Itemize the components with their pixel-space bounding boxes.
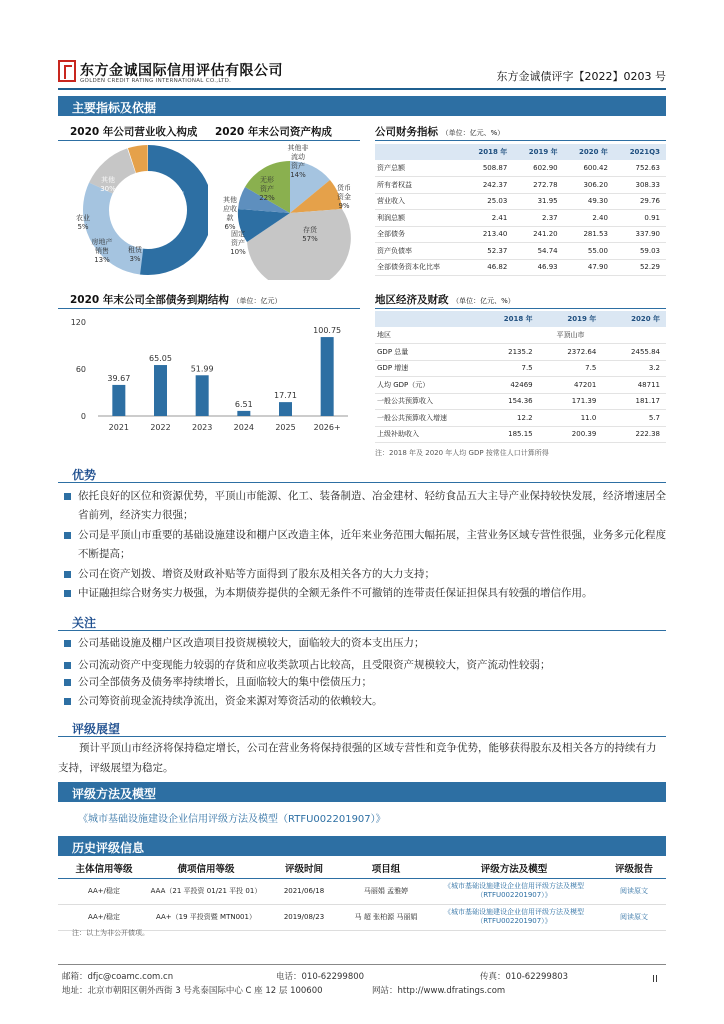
footer-email: 邮箱：dfjc@coamc.com.cn xyxy=(62,972,174,982)
y-tick-label: 60 xyxy=(75,365,86,374)
region-header xyxy=(375,311,475,327)
history-method-link[interactable]: 《城市基础设施建设企业信用评级方法及模型（RTFU002201907）》 xyxy=(426,878,602,904)
table-row: GDP 增速 7.5 7.5 3.2 xyxy=(375,360,666,377)
x-tick-label: 2021 xyxy=(108,423,130,432)
bar xyxy=(196,375,209,416)
x-tick-label: 2023 xyxy=(191,423,213,432)
data-label: 65.05 xyxy=(149,354,172,364)
data-label: 39.67 xyxy=(107,373,131,383)
region-header: 2018 年 xyxy=(475,311,539,327)
document-number: 东方金诚债评字【2022】0203 号 xyxy=(496,70,666,83)
table-row: 人均 GDP（元） 42469 47201 48711 xyxy=(375,377,666,394)
history-method-link[interactable]: 《城市基础设施建设企业信用评级方法及模型（RTFU002201907）》 xyxy=(426,904,602,930)
table-row: 全部债务资本化比率 46.82 46.93 47.90 52.29 xyxy=(375,259,666,276)
fin-table-underline xyxy=(375,140,666,141)
bar xyxy=(279,402,292,416)
fin-header xyxy=(375,144,463,160)
x-tick-label: 2022 xyxy=(150,423,171,432)
history-header: 评级方法及模型 xyxy=(426,858,602,878)
read-report-link[interactable]: 阅读原文 xyxy=(602,878,666,904)
debt-chart-title xyxy=(70,292,282,307)
footer-phone: 电话：010-62299800 xyxy=(276,972,365,982)
x-tick-label: 2024 xyxy=(233,423,255,432)
section-bar-main-indicators: 主要指标及依据 xyxy=(58,96,666,116)
pie2-title: 2020 年末公司资产构成 xyxy=(215,126,332,138)
debt-chart-unit: （单位：亿元） xyxy=(232,297,282,305)
concerns-title: 关注 xyxy=(72,616,97,630)
concern-item: 公司基础设施及棚户区改造项目投资规模较大，面临较大的资本支出压力； xyxy=(78,634,668,653)
table-row: 一般公共预算收入 154.36 171.39 181.17 xyxy=(375,393,666,410)
table-row: GDP 总量 2135.2 2372.64 2455.84 xyxy=(375,344,666,361)
region-table-title xyxy=(375,292,515,307)
section-bar-methods: 评级方法及模型 xyxy=(58,782,666,802)
fin-header: 2019 年 xyxy=(513,144,563,160)
fin-table-title xyxy=(375,124,504,139)
data-label: 17.71 xyxy=(274,391,297,401)
read-report-link[interactable]: 阅读原文 xyxy=(602,904,666,930)
history-header: 评级时间 xyxy=(262,858,346,878)
pie2-label-other-noncurrent: 其他非 流动 资产 14% xyxy=(287,144,309,179)
company-name-en: GOLDEN CREDIT RATING INTERNATIONAL CO.,LTD. xyxy=(80,78,232,84)
bar xyxy=(321,337,334,416)
table-row: 全部债务 213.40 241.20 281.53 337.90 xyxy=(375,226,666,243)
pie1-label-land: 土地 开发 52% xyxy=(169,190,185,216)
table-row: 所有者权益 242.37 272.78 306.20 308.33 xyxy=(375,177,666,194)
fin-table-unit: （单位：亿元、%） xyxy=(441,129,505,137)
outlook-title: 评级展望 xyxy=(72,722,121,736)
pie1-title: 2020 年公司营业收入构成 xyxy=(70,126,198,138)
fin-header: 2020 年 xyxy=(564,144,614,160)
strengths-underline xyxy=(58,482,666,483)
strengths-title: 优势 xyxy=(72,468,97,482)
footer-fax: 传真：010-62299803 xyxy=(480,972,569,982)
concern-item: 公司筹资前现金流持续净流出，资金来源对筹资活动的依赖较大。 xyxy=(78,692,668,711)
table-row: 地区 平顶山市 xyxy=(375,327,666,344)
outlook-text: 预计平顶山市经济将保持稳定增长，公司在营业务将保持很强的区域专营性和竞争优势，能够获得股东及相关各方的持续有力支持，评级展望为稳定。 xyxy=(58,742,657,774)
x-tick-label: 2026+ xyxy=(313,423,341,432)
table-row: 资产负债率 52.37 54.74 55.00 59.03 xyxy=(375,243,666,260)
strength-item: 依托良好的区位和资源优势，平顶山市能源、化工、装备制造、冶金建材、轻纺食品五大主导产业保持较快发展，经济增速居全省前列，经济实力很强； xyxy=(78,487,668,525)
history-note: 注：以上为非公开债项。 xyxy=(72,929,149,937)
pie1-label-other: 其他 30% xyxy=(100,176,116,193)
bar xyxy=(154,365,167,416)
page-number: II xyxy=(652,974,658,985)
company-logo xyxy=(58,60,76,82)
rating-history-table xyxy=(58,858,666,931)
table-row: 资产总额 508.87 602.90 600.42 752.63 xyxy=(375,160,666,177)
concern-item: 公司全部债务及债务率持续增长，且面临较大的集中偿债压力； xyxy=(78,673,668,692)
pie2-label-receivable: 其他 应收 款 6% xyxy=(223,196,237,231)
region-economy-table xyxy=(375,311,666,443)
bar xyxy=(237,411,250,416)
strength-item: 中证融担综合财务实力极强，为本期债券提供的全额无条件不可撤销的连带责任保证担保具有较强的增信作用。 xyxy=(78,584,668,603)
history-header: 主体信用等级 xyxy=(58,858,150,878)
concern-item: 公司流动资产中变现能力较弱的存货和应收类款项占比较高，且受限资产规模较大，资产流动性较弱； xyxy=(78,656,668,675)
region-header: 2020 年 xyxy=(602,311,666,327)
concerns-underline xyxy=(58,630,666,631)
bar xyxy=(112,385,125,416)
region-table-note: 注：2018 年及 2020 年人均 GDP 按常住人口计算所得 xyxy=(375,449,549,457)
pie1-label-realestate: 房地产 销售 13% xyxy=(91,238,113,264)
footer-website[interactable]: 网站：http://www.dfratings.com xyxy=(372,986,506,996)
table-row: 上级补助收入 185.15 200.39 222.38 xyxy=(375,426,666,443)
footer-divider xyxy=(58,964,666,965)
region-table-title-text: 地区经济及财政 xyxy=(375,294,449,306)
fin-header: 2021Q3 xyxy=(614,144,666,160)
debt-chart-underline xyxy=(58,308,360,309)
y-tick-label: 120 xyxy=(70,318,86,327)
outlook-underline xyxy=(58,736,666,737)
financial-indicators-table xyxy=(375,144,666,276)
region-table-unit: （单位：亿元、%） xyxy=(452,297,515,305)
region-header: 2019 年 xyxy=(539,311,603,327)
fin-table-title-text: 公司财务指标 xyxy=(375,126,438,138)
history-header: 项目组 xyxy=(346,858,426,878)
x-tick-label: 2025 xyxy=(275,423,296,432)
fin-header: 2018 年 xyxy=(463,144,513,160)
table-row: AA+/稳定 AA+（19 平投资暨 MTN001） 2019/08/23 马 超 张柏源 马丽娟 《城市基础设施建设企业信用评级方法及模型（RTFU002201907）》 阅读原文 xyxy=(58,904,666,930)
y-tick-label: 0 xyxy=(80,412,86,421)
section-bar-history: 历史评级信息 xyxy=(58,836,666,856)
region-table-underline xyxy=(375,308,666,309)
table-row: 营业收入 25.03 31.95 49.30 29.76 xyxy=(375,193,666,210)
data-label: 100.75 xyxy=(313,326,342,336)
strength-item: 公司在资产划拨、增资及财政补贴等方面得到了股东及相关各方的大力支持； xyxy=(78,565,668,584)
company-name: 东方金诚国际信用评估有限公司 xyxy=(80,63,283,79)
table-row: 利润总额 2.41 2.37 2.40 0.91 xyxy=(375,210,666,227)
debt-chart-title-text: 2020 年末公司全部债务到期结构 xyxy=(70,294,229,306)
pie1-label-lease: 租赁 3% xyxy=(128,246,142,263)
pie2-label-intangible: 无形 资产 22% xyxy=(259,176,275,202)
table-row: 一般公共预算收入增速 12.2 11.0 5.7 xyxy=(375,410,666,427)
pie2-label-cash: 货币 资金 9% xyxy=(337,184,351,210)
footer-address: 地址：北京市朝阳区朝外西街 3 号兆泰国际中心 C 座 12 层 100600 xyxy=(62,986,323,996)
pie1-label-agri: 农业 5% xyxy=(76,214,90,231)
history-header: 评级报告 xyxy=(602,858,666,878)
pie2-label-inventory: 存货 57% xyxy=(302,226,318,243)
pie2-label-fixed: 固定 资产 10% xyxy=(230,230,246,256)
header-divider xyxy=(58,88,666,90)
data-label: 6.51 xyxy=(234,399,253,409)
table-row: AA+/稳定 AAA（21 平投资 01/21 平投 01） 2021/06/18 马丽娟 孟雅婷 《城市基础设施建设企业信用评级方法及模型（RTFU002201907）》 阅读原文 xyxy=(58,878,666,904)
history-header: 债项信用等级 xyxy=(150,858,262,878)
data-label: 51.99 xyxy=(190,364,214,374)
debt-maturity-chart xyxy=(58,312,360,440)
method-link[interactable]: 《城市基础设施建设企业信用评级方法及模型（RTFU002201907）》 xyxy=(78,814,386,825)
strength-item: 公司是平顶山市重要的基础设施建设和棚户区改造主体，近年来业务范围大幅拓展，主营业务区域专营性很强，业务多元化程度不断提高； xyxy=(78,526,668,564)
